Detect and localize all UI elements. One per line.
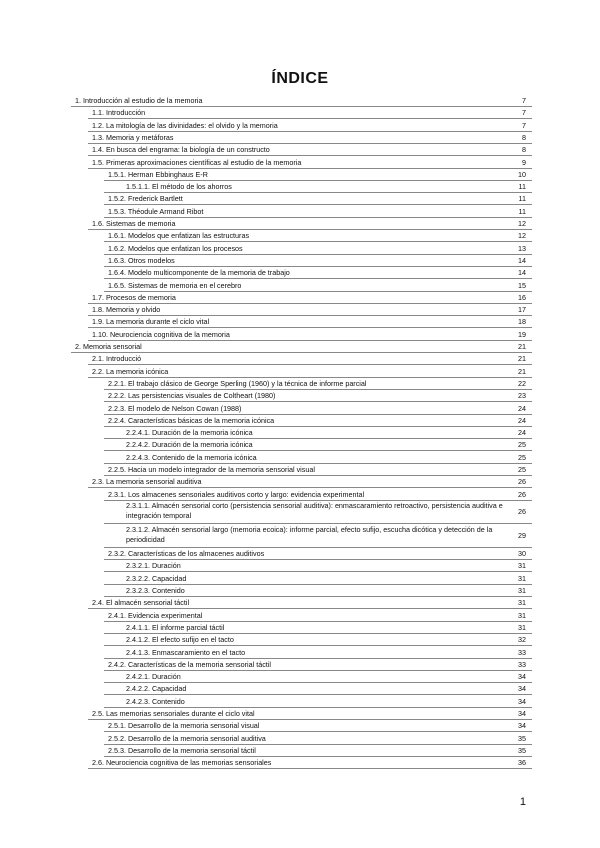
toc-entry-page: 34 bbox=[518, 696, 526, 706]
toc-entry-page: 35 bbox=[518, 745, 526, 755]
toc-entry bbox=[108, 255, 526, 267]
toc-entry-title: 2.4.1.1. El informe parcial táctil bbox=[126, 622, 225, 632]
toc-entry-page: 24 bbox=[518, 403, 526, 413]
toc-entry-page: 8 bbox=[522, 132, 526, 142]
toc-entry-page: 12 bbox=[518, 231, 526, 241]
toc-entry-page: 25 bbox=[518, 465, 526, 474]
toc-entry bbox=[126, 634, 526, 646]
toc-entry-title: 1.6.1. Modelos que enfatizan las estructuras bbox=[108, 231, 250, 241]
toc-entry bbox=[126, 525, 526, 548]
page-number: 1 bbox=[519, 796, 526, 808]
toc-entry bbox=[126, 452, 526, 464]
toc-entry bbox=[108, 610, 526, 622]
toc-entry-title: 1.5. Primeras aproximaciones científicas al estudio de la memoria bbox=[92, 157, 302, 167]
toc-entry-title: 2.4.1.2. El efecto sufijo en el tacto bbox=[126, 635, 234, 645]
toc-entry-page: 21 bbox=[518, 366, 526, 376]
toc-entry bbox=[108, 230, 526, 242]
toc-entry-page: 35 bbox=[518, 733, 526, 743]
toc-entry-title: 2.5.2. Desarrollo de la memoria sensorial auditiva bbox=[108, 733, 266, 743]
toc-entry-title: 1.3. Memoria y metáforas bbox=[92, 132, 174, 142]
toc-entry-page: 7 bbox=[522, 120, 526, 130]
page-title: ÍNDICE bbox=[271, 70, 329, 87]
toc-entry-page: 13 bbox=[518, 243, 526, 253]
toc-entry-title: 2.2. La memoria icónica bbox=[92, 366, 169, 376]
toc-entry-title: 2.4. El almacén sensorial táctil bbox=[92, 598, 190, 608]
toc-entry-page: 11 bbox=[518, 206, 526, 216]
toc-entry bbox=[92, 292, 526, 304]
toc-entry-page: 12 bbox=[518, 219, 526, 228]
toc-entry bbox=[126, 671, 526, 683]
toc-entry-title: 1.8. Memoria y olvido bbox=[92, 305, 161, 315]
toc-entry bbox=[75, 341, 526, 353]
toc-entry bbox=[92, 366, 526, 378]
toc-entry-page: 9 bbox=[522, 157, 526, 167]
toc-entry-page: 34 bbox=[518, 709, 526, 718]
toc-entry-page: 7 bbox=[522, 108, 526, 118]
toc-entry-title: 1.7. Procesos de memoria bbox=[92, 292, 176, 302]
toc-entry-title: 2.2.1. El trabajo clásico de George Sperling (1960) y la técnica de informe parcial bbox=[108, 378, 367, 388]
toc-entry-title: 1.5.3. Théodule Armand Ribot bbox=[108, 206, 204, 216]
toc-entry bbox=[108, 720, 526, 732]
toc-entry-title: 2.2.4.3. Contenido de la memoria icónica bbox=[126, 452, 257, 462]
toc-entry-page: 26 bbox=[518, 477, 526, 487]
toc-entry-title: 1. Introducción al estudio de la memoria bbox=[75, 96, 203, 105]
toc-entry-page: 24 bbox=[518, 415, 526, 425]
toc-entry bbox=[92, 304, 526, 316]
toc-entry-title: 2.5.3. Desarrollo de la memoria sensorial táctil bbox=[108, 745, 256, 755]
toc-entry-page: 10 bbox=[518, 169, 526, 179]
toc-entry bbox=[92, 132, 526, 144]
toc-entry-title: 2.3.2.3. Contenido bbox=[126, 586, 185, 595]
toc-entry bbox=[108, 548, 526, 560]
toc-entry-page: 14 bbox=[518, 255, 526, 265]
toc-entry bbox=[126, 573, 526, 585]
toc-entry-page: 26 bbox=[518, 506, 526, 516]
toc-entry bbox=[108, 280, 526, 292]
toc-entry-title: 1.5.1. Herman Ebbinghaus E-R bbox=[108, 169, 208, 179]
toc-entry-page: 24 bbox=[518, 428, 526, 438]
toc-entry-title: 2.3.2.2. Capacidad bbox=[126, 573, 187, 583]
toc-entry bbox=[92, 353, 526, 365]
toc-entry bbox=[92, 476, 526, 488]
toc-entry-page: 31 bbox=[518, 561, 526, 571]
toc-entry-title: 1.6.5. Sistemas de memoria en el cerebro bbox=[108, 280, 242, 290]
toc-entry-page: 31 bbox=[518, 573, 526, 583]
toc-entry bbox=[126, 427, 526, 439]
toc-entry bbox=[126, 501, 526, 524]
toc-entry bbox=[108, 267, 526, 279]
toc-entry-page: 34 bbox=[518, 684, 526, 694]
toc-entry-title: 1.2. La mitología de las divinidades: el olvido y la memoria bbox=[92, 120, 278, 130]
toc-entry-title: 1.6.3. Otros modelos bbox=[108, 255, 175, 265]
toc-entry-page: 32 bbox=[518, 635, 526, 645]
toc-entry-page: 25 bbox=[518, 452, 526, 462]
toc-entry bbox=[92, 120, 526, 132]
toc-entry-title: 1.1. Introducción bbox=[92, 108, 146, 118]
toc-entry bbox=[126, 647, 526, 659]
toc-entry-page: 25 bbox=[518, 440, 526, 450]
toc-entry-page: 31 bbox=[518, 622, 526, 632]
toc-entry bbox=[126, 696, 526, 708]
toc-entry-page: 21 bbox=[518, 342, 526, 351]
toc-entry bbox=[108, 169, 526, 181]
toc-entry-page: 30 bbox=[518, 549, 526, 559]
toc-entry bbox=[108, 659, 526, 671]
toc-entry-title: 1.6.2. Modelos que enfatizan los procesos bbox=[108, 243, 243, 253]
toc-entry bbox=[108, 733, 526, 745]
toc-entry-page: 17 bbox=[518, 305, 526, 315]
toc-entry-page: 31 bbox=[518, 610, 526, 620]
toc-entry bbox=[108, 390, 526, 402]
toc-entry-title: 2.5.1. Desarrollo de la memoria sensorial visual bbox=[108, 721, 260, 731]
toc-entry bbox=[92, 597, 526, 609]
toc-entry-title: 2.3.1.1. Almacén sensorial corto (persistencia sensorial auditiva): enmascaramiento retroactivo, persistencia auditiva e integración temporal bbox=[126, 500, 503, 520]
toc-entry-title: 1.10. Neurociencia cognitiva de la memoria bbox=[92, 329, 230, 339]
toc-entry-title: 2.4.2.2. Capacidad bbox=[126, 684, 187, 694]
toc-entry bbox=[108, 745, 526, 757]
toc-entry bbox=[126, 683, 526, 695]
toc-entry-title: 2.4.1.3. Enmascaramiento en el tacto bbox=[126, 647, 246, 657]
toc-entry bbox=[92, 144, 526, 156]
toc-entry-page: 31 bbox=[518, 586, 526, 595]
toc-entry bbox=[108, 403, 526, 415]
toc-entry-title: 2.3.2. Características de los almacenes auditivos bbox=[108, 549, 265, 559]
toc-entry-title: 2.2.4.2. Duración de la memoria icónica bbox=[126, 440, 253, 450]
toc-entry-title: 2.2.2. Las persistencias visuales de Coltheart (1980) bbox=[108, 391, 276, 401]
toc-entry-page: 36 bbox=[518, 758, 526, 768]
toc-entry bbox=[108, 378, 526, 390]
toc-entry-title: 1.4. En busca del engrama: la biología de un constructo bbox=[92, 145, 270, 155]
toc-entry bbox=[92, 107, 526, 119]
toc-entry bbox=[108, 243, 526, 255]
toc-entry-page: 31 bbox=[518, 598, 526, 608]
toc-entry bbox=[108, 464, 526, 476]
toc-entry bbox=[126, 585, 526, 597]
toc-entry-page: 34 bbox=[518, 672, 526, 682]
toc-entry-title: 2.2.4. Características básicas de la memoria icónica bbox=[108, 415, 275, 425]
toc-entry bbox=[108, 193, 526, 205]
toc-entry-title: 2.4.2. Características de la memoria sensorial táctil bbox=[108, 659, 271, 669]
toc-entry-title: 2.2.5. Hacia un modelo integrador de la memoria sensorial visual bbox=[108, 465, 315, 474]
toc-entry-title: 2.2.3. El modelo de Nelson Cowan (1988) bbox=[108, 403, 242, 413]
toc-entry-title: 2.4.1. Evidencia experimental bbox=[108, 610, 203, 620]
toc-entry-page: 34 bbox=[518, 721, 526, 731]
toc-entry-page: 23 bbox=[518, 391, 526, 401]
toc-entry bbox=[126, 560, 526, 572]
toc-entry-title: 1.5.2. Frederick Bartlett bbox=[108, 194, 183, 204]
toc-entry bbox=[92, 157, 526, 169]
toc-entry-page: 21 bbox=[518, 354, 526, 364]
toc-entry bbox=[92, 708, 526, 720]
toc-entry-page: 14 bbox=[518, 268, 526, 278]
toc-entry-page: 33 bbox=[518, 647, 526, 657]
toc-entry-page: 11 bbox=[518, 182, 526, 192]
toc-entry-page: 15 bbox=[518, 280, 526, 290]
toc-entry-page: 7 bbox=[522, 96, 526, 105]
toc-entry bbox=[92, 316, 526, 328]
toc-entry-title: 2.3.1.2. Almacén sensorial largo (memoria ecoica): informe parcial, efecto sufijo, escucha dicótica y detección de la periodicidad bbox=[126, 524, 493, 544]
toc-entry bbox=[92, 757, 526, 769]
toc-entry-page: 19 bbox=[518, 329, 526, 339]
toc-entry-title: 2. Memoria sensorial bbox=[75, 342, 142, 351]
toc-entry-title: 2.4.2.1. Duración bbox=[126, 672, 181, 682]
toc-entry bbox=[92, 329, 526, 341]
toc-entry-page: 8 bbox=[522, 145, 526, 155]
toc-entry bbox=[126, 181, 526, 193]
toc-entry-title: 2.2.4.1. Duración de la memoria icónica bbox=[126, 428, 253, 438]
toc-entry bbox=[108, 206, 526, 218]
toc-entry-title: 1.9. La memoria durante el ciclo vital bbox=[92, 317, 210, 327]
toc-entry-title: 1.5.1.1. El método de los ahorros bbox=[126, 182, 232, 192]
toc-entry-title: 2.3. La memoria sensorial auditiva bbox=[92, 477, 202, 487]
toc-entry-title: 2.3.2.1. Duración bbox=[126, 561, 181, 571]
toc-entry bbox=[126, 622, 526, 634]
toc-entry-title: 2.5. Las memorias sensoriales durante el ciclo vital bbox=[92, 709, 255, 718]
toc-entry-page: 29 bbox=[518, 530, 526, 540]
toc-entry-page: 22 bbox=[518, 378, 526, 388]
toc-entry-title: 2.3.1. Los almacenes sensoriales auditivos corto y largo: evidencia experimental bbox=[108, 489, 365, 499]
toc-entry-title: 1.6. Sistemas de memoria bbox=[92, 219, 176, 228]
toc-entry bbox=[126, 439, 526, 451]
toc-entry-title: 1.6.4. Modelo multicomponente de la memoria de trabajo bbox=[108, 268, 290, 278]
toc-entry-title: 2.1. Introducció bbox=[92, 354, 142, 364]
toc-entry bbox=[92, 218, 526, 230]
toc-entry bbox=[75, 95, 526, 107]
toc-entry-page: 33 bbox=[518, 659, 526, 669]
toc-entry-page: 26 bbox=[518, 489, 526, 499]
toc-entry bbox=[108, 415, 526, 427]
toc-entry-page: 16 bbox=[518, 292, 526, 302]
toc-entry-title: 2.4.2.3. Contenido bbox=[126, 696, 185, 706]
toc-entry-page: 18 bbox=[518, 317, 526, 327]
toc-entry-title: 2.6. Neurociencia cognitiva de las memorias sensoriales bbox=[92, 758, 272, 768]
toc-entry bbox=[108, 489, 526, 501]
toc-entry-page: 11 bbox=[518, 194, 526, 204]
